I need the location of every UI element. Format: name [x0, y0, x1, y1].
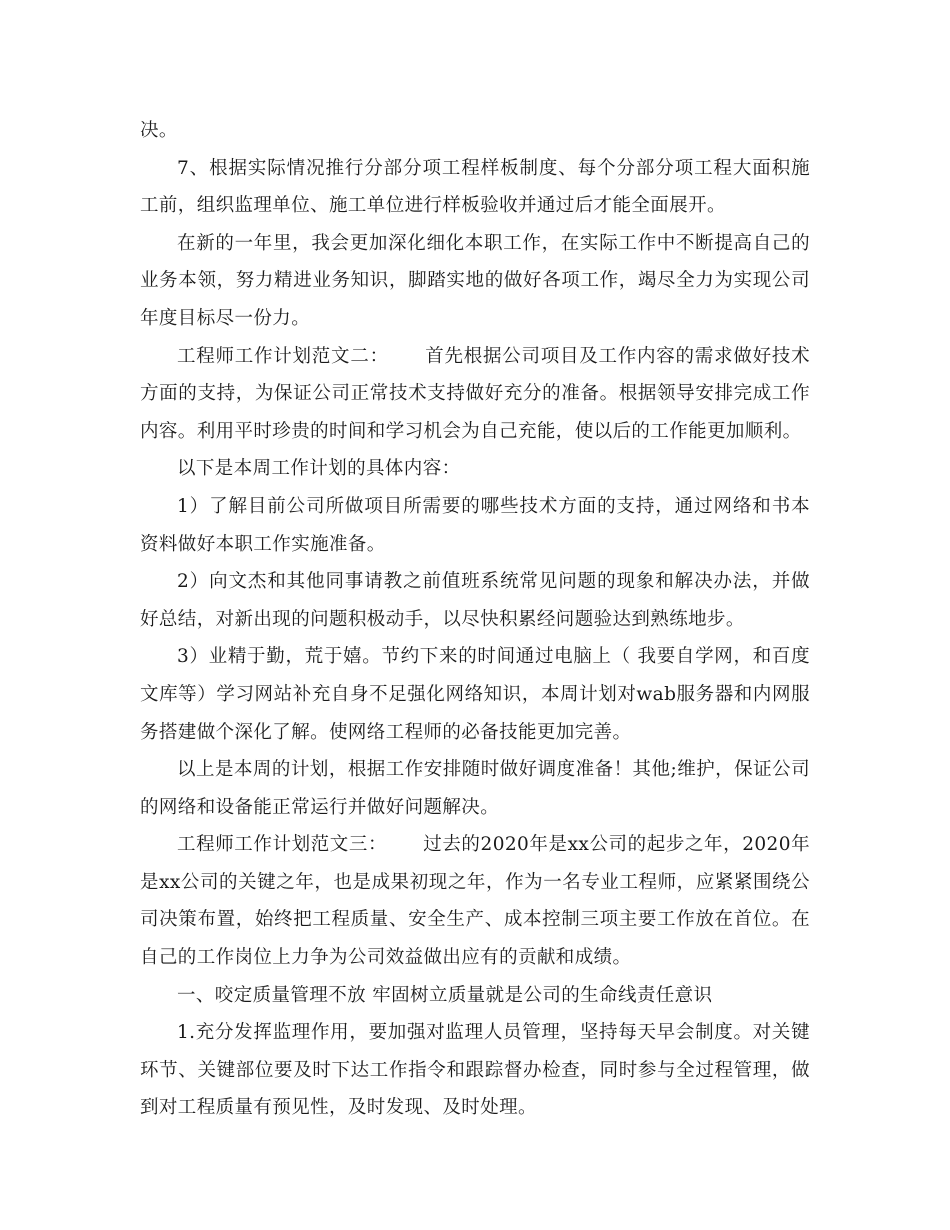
document-body [140, 112, 810, 1127]
paragraph: 1）了解目前公司所做项目所需要的哪些技术方面的支持，通过网络和书本资料做好本职工作实施准备。 [140, 495, 810, 555]
paragraph: 决。 [140, 120, 178, 141]
paragraph: 7、根据实际情况推行分部分项工程样板制度、每个分部分项工程大面积施工前，组织监理单位、施工单位进行样板验收并通过后才能全面展开。 [140, 157, 810, 217]
paragraph [140, 826, 810, 976]
paragraph: 以上是本周的计划，根据工作安排随时做好调度准备！其他;维护，保证公司的网络和设备能正常运行并做好问题解决。 [140, 759, 810, 818]
paragraph: 在新的一年里，我会更加深化细化本职工作，在实际工作中不断提高自己的业务本领，努力精进业务知识，脚踏实地的做好各项工作，竭尽全力为实现公司年度目标尽一份力。 [140, 232, 810, 329]
paragraph: 以下是本周工作计划的具体内容： [177, 458, 461, 480]
paragraph: 2）向文杰和其他同事请教之前值班系统常见问题的现象和解决办法，并做好总结，对新出现的问题积极动手，以尽快积累经问题验达到熟练地步。 [140, 571, 810, 630]
paragraph: 1.充分发挥监理作用，要加强对监理人员管理，坚持每天早会制度。对关键环节、关键部位要及时下达工作指令和跟踪督办检查，同时参与全过程管理，做到对工程质量有预见性，及时发现、及时处理。 [140, 1022, 810, 1119]
paragraph: 一、咬定质量管理不放 牢固树立质量就是公司的生命线责任意识 [177, 984, 713, 1006]
paragraph [140, 338, 810, 451]
paragraph-text: 过去的2020年是xx公司的起步之年，2020年是xx公司的关键之年，也是成果初现之年，作为一名专业工程师，应紧紧围绕公司决策布置，始终把工程质量、安全生产、成本控制三项主要工作放在首位。在自己的工作岗位上力争为公司效益做出应有的贡献和成绩。 [140, 834, 810, 969]
paragraph: 3）业精于勤，荒于嬉。节约下来的时间通过电脑上（ 我要自学网，和百度文库等）学习网站补充自身不足强化网络知识，本周计划对wab服务器和内网服务搭建做个深化了解。使网络工程师的必备技能更加完善。 [140, 646, 810, 743]
section-heading: 工程师工作计划范文三： [177, 834, 388, 856]
section-heading: 工程师工作计划范文二： [177, 345, 389, 367]
paragraph-text: 首先根据公司项目及工作内容的需求做好技术方面的支持，为保证公司正常技术支持做好充分的准备。根据领导安排完成工作内容。利用平时珍贵的时间和学习机会为自己充能，使以后的工作能更加顺利。 [140, 345, 810, 442]
